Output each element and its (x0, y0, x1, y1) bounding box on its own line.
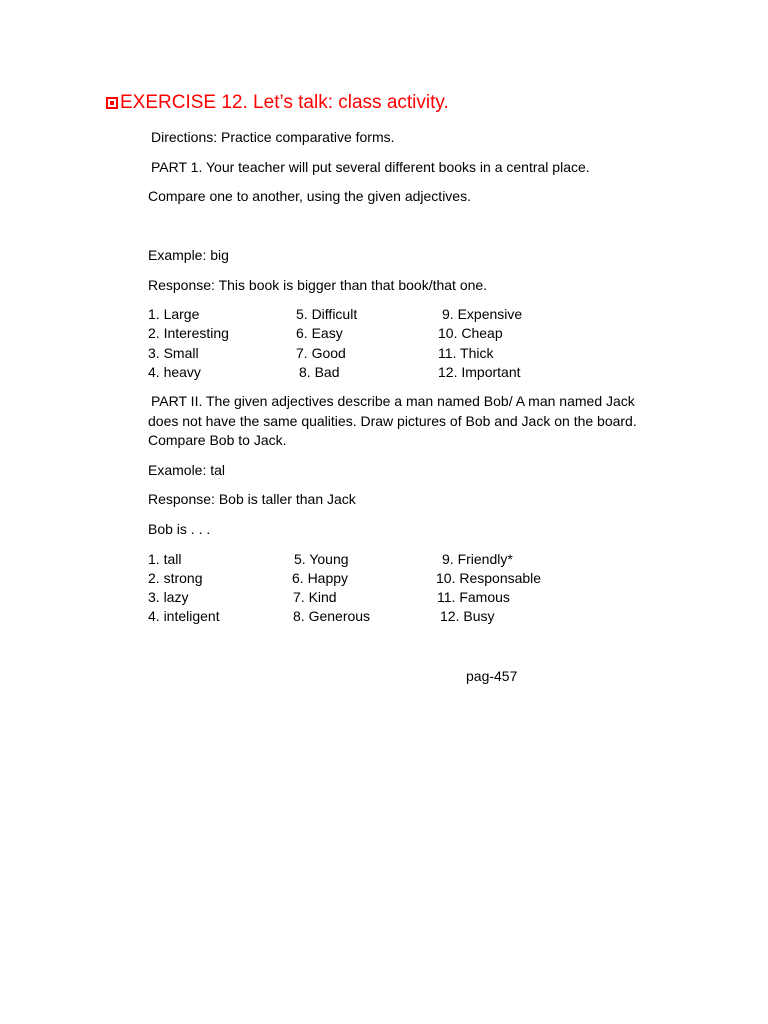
list-item: 7. Kind (293, 589, 337, 605)
list-item: 6. Easy (296, 325, 343, 341)
list-item: 8. Bad (299, 364, 340, 380)
list-item: 4. heavy (148, 364, 201, 380)
part2-intro: PART II. The given adjectives describe a man named Bob/ A man named Jack does not have the same qualities. Draw pictures of Bob and Jack on the board. Compare Bob to Jack. (148, 393, 637, 448)
exercise-title (106, 92, 449, 114)
square-bullet-icon (106, 97, 118, 109)
list-item: 12. Busy (440, 608, 495, 624)
list-item: 10. Cheap (438, 325, 503, 341)
list-item: 1. tall (148, 551, 182, 567)
part1-response: Response: This book is bigger than that book/that one. (148, 277, 488, 293)
list-item: 3. Small (148, 345, 199, 361)
list-item: 10. Responsable (436, 570, 542, 586)
part2-lead: Bob is . . . (148, 521, 211, 537)
exercise-title-text: EXERCISE 12. Let’s talk: class activity. (120, 92, 449, 113)
list-item: 8. Generous (293, 608, 371, 624)
list-item: 9. Friendly* (442, 551, 513, 567)
list-item: 2. Interesting (148, 325, 229, 341)
list-item: 2. strong (148, 570, 203, 586)
list-item: 9. Expensive (442, 306, 523, 322)
list-item: 12. Important (438, 364, 521, 380)
list-item: 3. lazy (148, 589, 189, 605)
list-item: 6. Happy (292, 570, 349, 586)
directions-text: Directions: Practice comparative forms. (151, 129, 395, 145)
part1-instruction: Compare one to another, using the given adjectives. (148, 188, 471, 204)
page-reference: pag-457 (466, 668, 518, 684)
list-item: 4. inteligent (148, 608, 220, 624)
list-item: 11. Famous (437, 589, 510, 605)
list-item: 11. Thick (438, 345, 494, 361)
part1-example: Example: big (148, 247, 229, 263)
list-item: 1. Large (148, 306, 200, 322)
list-item: 5. Young (294, 551, 349, 567)
part2-example: Examole: tal (148, 462, 226, 478)
part2-response: Response: Bob is taller than Jack (148, 491, 356, 507)
list-item: 5. Difficult (296, 306, 358, 322)
part1-intro: PART 1. Your teacher will put several different books in a central place. (151, 159, 590, 175)
list-item: 7. Good (296, 345, 346, 361)
